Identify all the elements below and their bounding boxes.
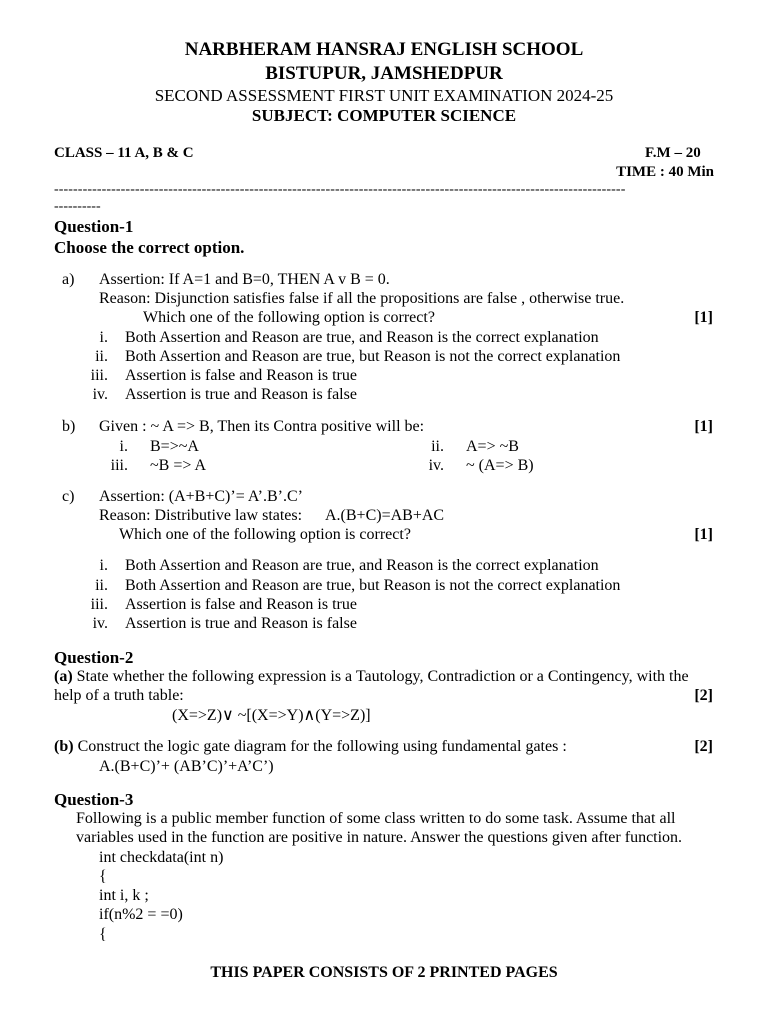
q1c-reason: Reason: Distributive law states: xyxy=(99,507,303,524)
q1b-option-text: A=> ~B xyxy=(466,438,519,455)
q1a-option-text: Assertion is true and Reason is false xyxy=(125,386,357,403)
school-name: NARBHERAM HANSRAJ ENGLISH SCHOOL xyxy=(184,39,584,60)
q1c-option-text: Assertion is true and Reason is false xyxy=(125,615,357,632)
q1a-assertion: Assertion: If A=1 and B=0, THEN A v B = 0. xyxy=(99,271,390,288)
code-line: if(n%2 = =0) xyxy=(99,906,183,923)
q1a-marks: [1] xyxy=(694,309,713,326)
q1c-option-num: iii. xyxy=(90,596,108,613)
q2a-text-line2: help of a truth table: xyxy=(54,687,184,704)
q1b-option-text: ~ (A=> B) xyxy=(466,457,534,474)
q2a-text: State whether the following expression is a Tautology, Contradiction or a Contingency, with the xyxy=(76,668,689,685)
q2a-text-line1 xyxy=(54,667,689,686)
q1c-option-num: i. xyxy=(99,557,108,574)
q1c-option-text: Both Assertion and Reason are true, and Reason is the correct explanation xyxy=(125,557,599,574)
q1b-label: b) xyxy=(62,418,76,435)
q3-text-line1: Following is a public member function of some class written to do some task. Assume that all xyxy=(76,810,676,827)
page-footer: THIS PAPER CONSISTS OF 2 PRINTED PAGES xyxy=(210,964,558,981)
code-line: int checkdata(int n) xyxy=(99,849,224,866)
q1c-reason-expression: A.(B+C)=AB+AC xyxy=(325,507,445,524)
q1b-option-num: i. xyxy=(119,438,128,455)
q2a-label: (a) xyxy=(54,668,73,685)
q1a-prompt: Which one of the following option is correct? xyxy=(143,309,435,326)
q1b-marks: [1] xyxy=(694,418,713,435)
q1a-label: a) xyxy=(62,271,75,288)
question-2-title: Question-2 xyxy=(54,648,134,667)
q1c-prompt: Which one of the following option is correct? xyxy=(119,526,411,543)
q1a-reason: Reason: Disjunction satisfies false if all the propositions are false , otherwise true. xyxy=(99,290,625,307)
school-location: BISTUPUR, JAMSHEDPUR xyxy=(265,63,503,84)
subject-title: SUBJECT: COMPUTER SCIENCE xyxy=(251,106,517,125)
question-1-title: Question-1 xyxy=(54,217,134,236)
q1a-option-num: i. xyxy=(99,329,108,346)
code-line: { xyxy=(99,868,107,885)
q1a-option-num: iii. xyxy=(90,367,108,384)
q1c-option-num: iv. xyxy=(92,615,108,632)
q1a-option-text: Both Assertion and Reason are true, and Reason is the correct explanation xyxy=(125,329,599,346)
q1b-option-num: ii. xyxy=(431,438,444,455)
class-info: CLASS – 11 A, B & C xyxy=(54,145,194,161)
q1c-assertion: Assertion: (A+B+C)’= A’.B’.C’ xyxy=(99,488,303,505)
q1c-option-num: ii. xyxy=(95,577,108,594)
divider-line-continued: ---------- xyxy=(54,199,101,214)
q1b-option-num: iv. xyxy=(428,457,444,474)
q2b-question: Construct the logic gate diagram for the following using fundamental gates : xyxy=(77,738,567,755)
full-marks: F.M – 20 xyxy=(645,145,701,161)
question-1-instruction: Choose the correct option. xyxy=(54,238,245,257)
q2b-marks: [2] xyxy=(694,738,713,755)
q1b-option-text: ~B => A xyxy=(150,457,207,474)
code-line: int i, k ; xyxy=(99,887,149,904)
q1a-option-num: ii. xyxy=(95,348,108,365)
divider-line: ------------------------------------------------------------------------------------------------------------------------ xyxy=(54,182,626,197)
time-allowed: TIME : 40 Min xyxy=(616,164,714,180)
q2b-text xyxy=(54,737,567,756)
exam-title: SECOND ASSESSMENT FIRST UNIT EXAMINATION 2024-25 xyxy=(154,86,614,105)
q1b-option-num: iii. xyxy=(110,457,128,474)
q2b-expression: A.(B+C)’+ (AB’C)’+A’C’) xyxy=(99,758,274,775)
q1c-option-text: Assertion is false and Reason is true xyxy=(125,596,357,613)
q1a-option-text: Both Assertion and Reason are true, but Reason is not the correct explanation xyxy=(125,348,621,365)
question-3-title: Question-3 xyxy=(54,790,134,809)
q1a-option-num: iv. xyxy=(92,386,108,403)
q1a-option-text: Assertion is false and Reason is true xyxy=(125,367,357,384)
code-line: { xyxy=(99,926,107,943)
q3-text-line2: variables used in the function are positive in nature. Answer the questions given after function. xyxy=(76,829,683,846)
q1b-question: Given : ~ A => B, Then its Contra positive will be: xyxy=(99,418,425,435)
q1c-label: c) xyxy=(62,488,75,505)
q2a-expression: (X=>Z)∨ ~[(X=>Y)∧(Y=>Z)] xyxy=(172,707,371,724)
q2b-label: (b) xyxy=(54,738,74,755)
q2a-marks: [2] xyxy=(694,687,713,704)
q1c-marks: [1] xyxy=(694,526,713,543)
q1c-option-text: Both Assertion and Reason are true, but Reason is not the correct explanation xyxy=(125,577,621,594)
q1b-option-text: B=>~A xyxy=(150,438,199,455)
